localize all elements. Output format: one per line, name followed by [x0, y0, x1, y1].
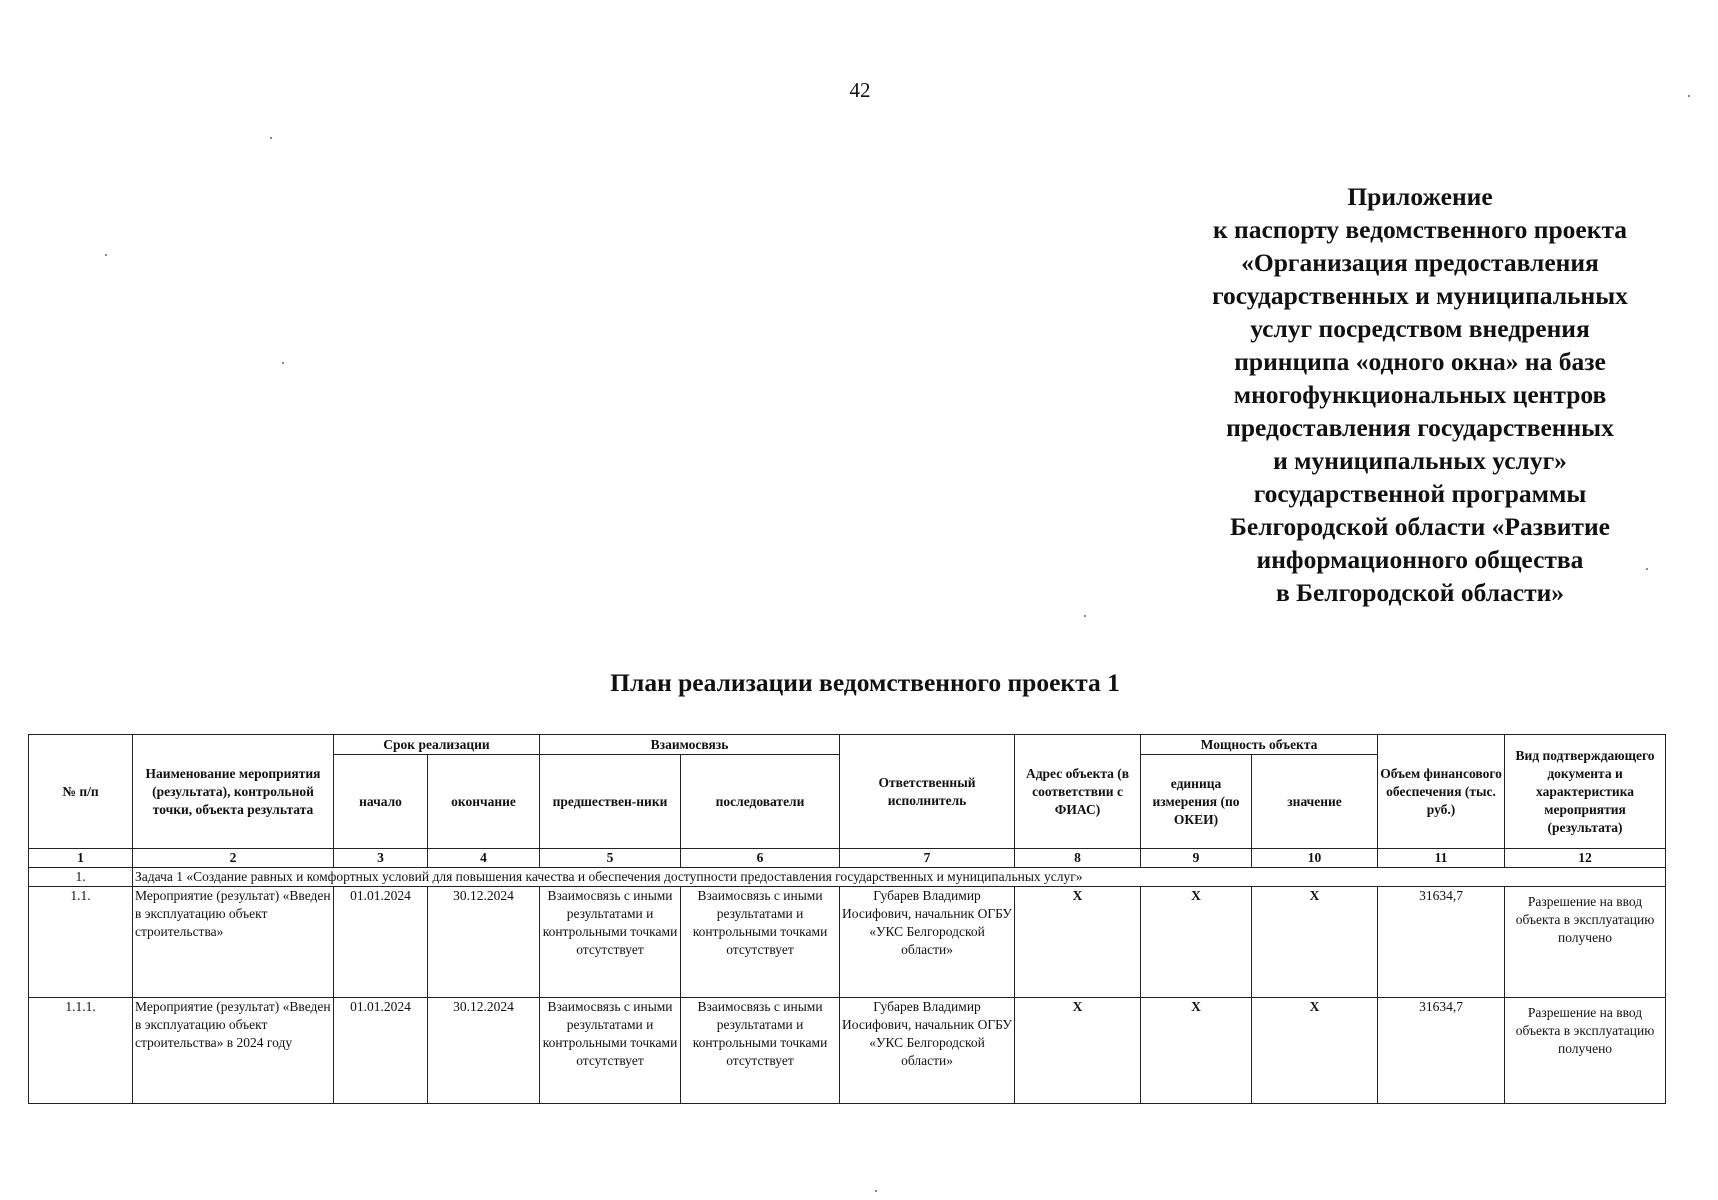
- row-finance: 31634,7: [1378, 887, 1505, 998]
- row-end: 30.12.2024: [428, 998, 540, 1104]
- column-number: 11: [1378, 849, 1505, 868]
- column-number: 2: [133, 849, 334, 868]
- row-value: X: [1252, 998, 1378, 1104]
- header-finance: Объем финансового обеспечения (тыс. руб.): [1378, 735, 1505, 849]
- column-number-row: [29, 849, 1666, 868]
- row-address: X: [1015, 887, 1141, 998]
- table-row: [29, 998, 1666, 1104]
- column-number: 1: [29, 849, 133, 868]
- appendix-line: информационного общества: [1256, 545, 1584, 574]
- row-successors: Взаимосвязь с иными результатами и контрольными точками отсутствует: [681, 887, 840, 998]
- appendix-line: в Белгородской области»: [1275, 578, 1565, 607]
- scan-speck: [1646, 568, 1648, 570]
- row-num: 1.1.: [29, 887, 133, 998]
- task-text: Задача 1 «Создание равных и комфортных условий для повышения качества и обеспечения доступности предоставления государственных и муниципальных услуг»: [133, 868, 1666, 887]
- header-capacity: Мощность объекта: [1141, 735, 1378, 755]
- scan-speck: [875, 1190, 877, 1192]
- appendix-line: многофункциональных центров: [1233, 380, 1607, 409]
- header-end: окончание: [428, 755, 540, 849]
- appendix-line: Приложение: [1347, 182, 1493, 211]
- appendix-line: к паспорту ведомственного проекта: [1212, 215, 1628, 244]
- appendix-line: государственной программы: [1253, 479, 1587, 508]
- row-executor: Губарев Владимир Иосифович, начальник ОГБУ «УКС Белгородской области»: [840, 998, 1015, 1104]
- column-number: 10: [1252, 849, 1378, 868]
- task-num: 1.: [29, 868, 133, 887]
- appendix-line: государственных и муниципальных: [1212, 281, 1628, 310]
- table-row: [29, 887, 1666, 998]
- row-document: Разрешение на ввод объекта в эксплуатацию получено: [1505, 887, 1666, 998]
- header-unit: единица измерения (по ОКЕИ): [1141, 755, 1252, 849]
- appendix-line: и муниципальных услуг»: [1273, 446, 1567, 475]
- scan-speck: [1084, 615, 1086, 617]
- row-predecessors: Взаимосвязь с иными результатами и контрольными точками отсутствует: [540, 998, 681, 1104]
- scan-speck: [105, 254, 107, 256]
- row-num: 1.1.1.: [29, 998, 133, 1104]
- appendix-line: предоставления государственных: [1226, 413, 1614, 442]
- column-number: 6: [681, 849, 840, 868]
- row-finance: 31634,7: [1378, 998, 1505, 1104]
- row-start: 01.01.2024: [334, 998, 428, 1104]
- row-successors: Взаимосвязь с иными результатами и контрольными точками отсутствует: [681, 998, 840, 1104]
- scan-speck: [282, 362, 284, 364]
- header-period: Срок реализации: [334, 735, 540, 755]
- appendix-heading: [1150, 180, 1690, 609]
- row-unit: X: [1141, 887, 1252, 998]
- column-number: 7: [840, 849, 1015, 868]
- implementation-plan-table: [28, 734, 1666, 1104]
- row-unit: X: [1141, 998, 1252, 1104]
- page-number: 42: [849, 78, 871, 102]
- scan-speck: [1688, 95, 1690, 97]
- row-end: 30.12.2024: [428, 887, 540, 998]
- column-number: 12: [1505, 849, 1666, 868]
- row-name: Мероприятие (результат) «Введен в эксплуатацию объект строительства»: [133, 887, 334, 998]
- scan-speck: [270, 137, 272, 139]
- header-successors: последователи: [681, 755, 840, 849]
- header-start: начало: [334, 755, 428, 849]
- row-predecessors: Взаимосвязь с иными результатами и контрольными точками отсутствует: [540, 887, 681, 998]
- header-predecessors: предшествен-ники: [540, 755, 681, 849]
- header-name: Наименование мероприятия (результата), контрольной точки, объекта результата: [133, 735, 334, 849]
- row-executor: Губарев Владимир Иосифович, начальник ОГБУ «УКС Белгородской области»: [840, 887, 1015, 998]
- row-document: Разрешение на ввод объекта в эксплуатацию получено: [1505, 998, 1666, 1104]
- column-number: 3: [334, 849, 428, 868]
- column-number: 8: [1015, 849, 1141, 868]
- column-number: 9: [1141, 849, 1252, 868]
- row-value: X: [1252, 887, 1378, 998]
- row-name: Мероприятие (результат) «Введен в эксплуатацию объект строительства» в 2024 году: [133, 998, 334, 1104]
- row-start: 01.01.2024: [334, 887, 428, 998]
- column-number: 4: [428, 849, 540, 868]
- header-value: значение: [1252, 755, 1378, 849]
- header-num: № п/п: [29, 735, 133, 849]
- header-relation: Взаимосвязь: [540, 735, 840, 755]
- header-executor: Ответственный исполнитель: [840, 735, 1015, 849]
- plan-title: План реализации ведомственного проекта 1: [610, 668, 1120, 697]
- column-number: 5: [540, 849, 681, 868]
- header-address: Адрес объекта (в соответствии с ФИАС): [1015, 735, 1141, 849]
- appendix-line: принципа «одного окна» на базе: [1234, 347, 1606, 376]
- row-address: X: [1015, 998, 1141, 1104]
- header-document: Вид подтверждающего документа и характеристика мероприятия (результата): [1505, 735, 1666, 849]
- appendix-line: «Организация предоставления: [1241, 248, 1599, 277]
- appendix-line: Белгородской области «Развитие: [1230, 512, 1610, 541]
- appendix-line: услуг посредством внедрения: [1250, 314, 1590, 343]
- task-row: [29, 868, 1666, 887]
